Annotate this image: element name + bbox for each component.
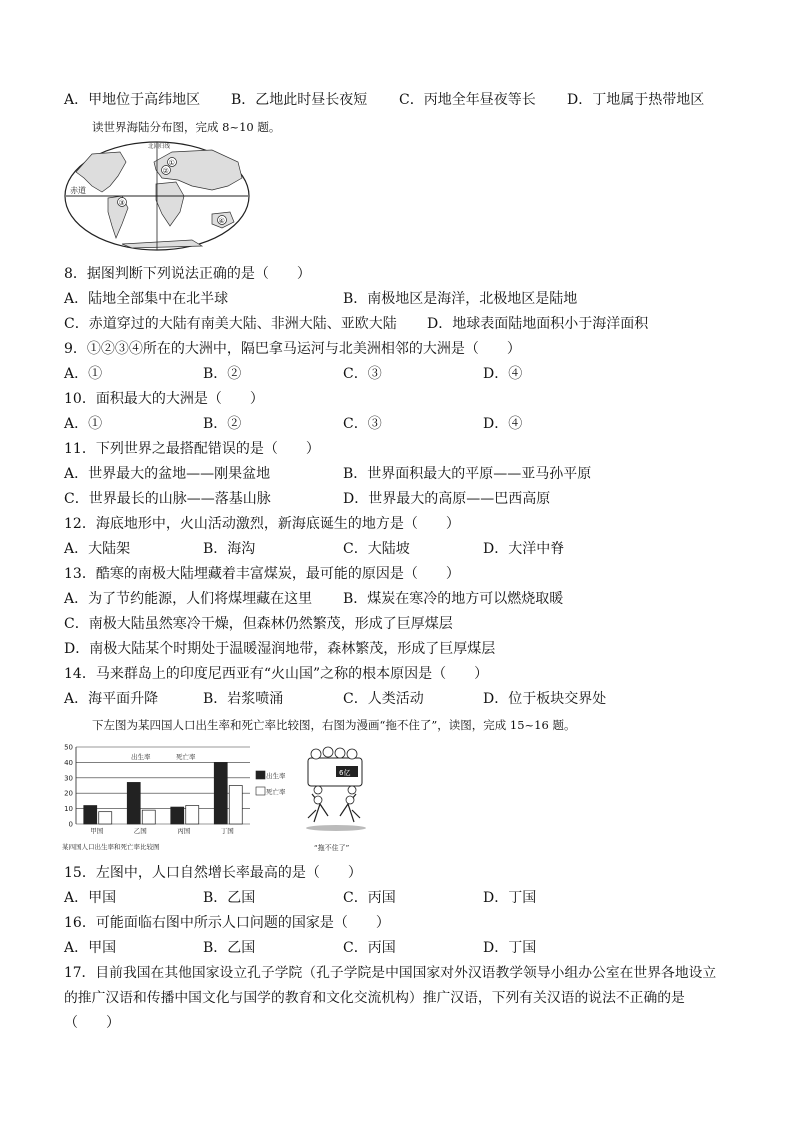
chart-header-birth: 出生率 (131, 753, 151, 761)
q9-option-a: A．① (64, 366, 103, 382)
q17-stem-line2: 的推广汉语和传播中国文化与国学的教育和文化交流机构）推广汉语，下列有关汉语的说法不正确的是 (64, 990, 685, 1006)
q15-option-d: D．丁国 (483, 890, 537, 906)
bar-death-2 (142, 810, 155, 824)
bar-birth-1 (84, 806, 97, 824)
q7-option-c: C．丙地全年昼夜等长 (399, 92, 536, 108)
intro-15-16: 下左图为某四国人口出生率和死亡率比较图，右图为漫画“拖不住了”，读图，完成 15~16 题。 (92, 718, 576, 732)
cartoon-head-4 (347, 749, 357, 759)
cartoon-drag-cannot-hold (296, 742, 376, 854)
q13-stem: 13．酷寒的南极大陆埋藏着丰富煤炭，最可能的原因是（ ） (64, 566, 460, 582)
y-tick-label: 40 (64, 758, 73, 767)
q16-stem: 16．可能面临右图中所示人口问题的国家是（ ） (64, 915, 390, 931)
q15-stem: 15．左图中，人口自然增长率最高的是（ ） (64, 865, 362, 881)
q12-option-c: C．大陆坡 (343, 541, 410, 557)
q9-option-d: D．④ (483, 366, 523, 382)
x-category-label: 丁国 (220, 827, 234, 835)
y-tick-label: 0 (68, 820, 73, 829)
q8-option-a: A．陆地全部集中在北半球 (64, 291, 229, 307)
y-tick-label: 10 (64, 805, 73, 814)
q13-option-b: B．煤炭在寒冷的地方可以燃烧取暖 (343, 591, 564, 607)
q7-option-a: A．甲地位于高纬地区 (64, 92, 201, 108)
legend-death-swatch (256, 787, 265, 795)
q11-option-d: D．世界最大的高原——巴西高原 (343, 491, 551, 507)
q17-stem-line3: （ ） (64, 1015, 120, 1031)
q10-option-c: C．③ (343, 416, 382, 432)
bar-death-4 (229, 786, 242, 825)
q16-option-a: A．甲国 (64, 940, 117, 956)
q16-option-b: B．乙国 (203, 940, 256, 956)
bar-death-1 (99, 812, 112, 824)
population-bar-chart (58, 740, 286, 852)
bar-birth-3 (171, 807, 184, 824)
q9-option-c: C．③ (343, 366, 382, 382)
y-tick-label: 20 (64, 789, 73, 798)
q11-option-c: C．世界最长的山脉——落基山脉 (64, 491, 271, 507)
cartoon-sign-text: 6亿 (339, 769, 351, 777)
q12-option-b: B．海沟 (203, 541, 256, 557)
x-category-label: 丙国 (177, 827, 191, 835)
latitude-label: 北回归线 (148, 144, 171, 150)
q8-stem: 8．据图判断下列说法正确的是（ ） (64, 266, 311, 282)
legend-birth-label: 出生率 (266, 772, 286, 780)
legend-birth-swatch (256, 771, 265, 779)
marker-2: ② (162, 167, 169, 175)
q7-option-d: D．丁地属于热带地区 (567, 92, 705, 108)
intro-8-10: 读世界海陆分布图，完成 8~10 题。 (92, 120, 281, 134)
q11-stem: 11．下列世界之最搭配错误的是（ ） (64, 441, 320, 457)
q13-option-c: C．南极大陆虽然寒冷干燥，但森林仍然繁茂，形成了巨厚煤层 (64, 616, 453, 632)
cartoon-wheel-left (314, 786, 322, 794)
q8-option-d: D．地球表面陆地面积小于海洋面积 (427, 316, 649, 332)
y-tick-label: 50 (64, 743, 73, 752)
marker-3: ③ (118, 199, 125, 207)
q12-option-a: A．大陆架 (64, 541, 131, 557)
marker-1: ① (168, 159, 175, 167)
bar-birth-4 (214, 762, 227, 824)
q14-option-c: C．人类活动 (343, 691, 424, 707)
q17-stem-line1: 17．目前我国在其他国家设立孔子学院（孔子学院是中国国家对外汉语教学领导小组办公室在世界各地设立 (64, 965, 717, 981)
q16-option-c: C．丙国 (343, 940, 396, 956)
q12-stem: 12．海底地形中，火山活动激烈，新海底诞生的地方是（ ） (64, 516, 460, 532)
cartoon-head-2 (323, 747, 333, 757)
marker-4: ④ (218, 217, 225, 225)
q10-option-d: D．④ (483, 416, 523, 432)
legend-death-label: 死亡率 (266, 788, 286, 796)
q14-option-d: D．位于板块交界处 (483, 691, 607, 707)
cartoon-wheel-right (348, 786, 356, 794)
cartoon-head-1 (311, 749, 321, 759)
q14-stem: 14．马来群岛上的印度尼西亚有“火山国”之称的根本原因是（ ） (64, 666, 489, 682)
q11-option-a: A．世界最大的盆地——刚果盆地 (64, 466, 271, 482)
q14-option-a: A．海平面升降 (64, 691, 159, 707)
chart-title: 某四国人口出生率和死亡率比较图 (62, 843, 160, 851)
bar-birth-2 (127, 782, 140, 824)
q9-stem: 9．①②③④所在的大洲中，隔巴拿马运河与北美洲相邻的大洲是（ ） (64, 341, 521, 357)
world-map (62, 140, 252, 252)
cartoon-caption: “拖不住了” (314, 844, 350, 852)
q15-option-a: A．甲国 (64, 890, 117, 906)
q16-option-d: D．丁国 (483, 940, 537, 956)
q13-option-d: D．南极大陆某个时期处于温暖湿润地带，森林繁茂，形成了巨厚煤层 (64, 641, 496, 657)
x-category-label: 甲国 (90, 827, 104, 835)
q11-option-b: B．世界面积最大的平原——亚马孙平原 (343, 466, 592, 482)
cartoon-head-3 (335, 748, 345, 758)
q10-stem: 10．面积最大的大洲是（ ） (64, 391, 264, 407)
q9-option-b: B．② (203, 366, 242, 382)
q8-option-b: B．南极地区是海洋，北极地区是陆地 (343, 291, 578, 307)
q15-option-c: C．丙国 (343, 890, 396, 906)
q8-option-c: C．赤道穿过的大陆有南美大陆、非洲大陆、亚欧大陆 (64, 316, 397, 332)
q10-option-b: B．② (203, 416, 242, 432)
q10-option-a: A．① (64, 416, 103, 432)
q15-option-b: B．乙国 (203, 890, 256, 906)
cartoon-ground (306, 825, 366, 831)
q12-option-d: D．大洋中脊 (483, 541, 565, 557)
q7-option-b: B．乙地此时昼长夜短 (231, 92, 368, 108)
equator-label: 赤道 (70, 186, 86, 195)
y-tick-label: 30 (64, 774, 73, 783)
q13-option-a: A．为了节约能源，人们将煤埋藏在这里 (64, 591, 313, 607)
bar-death-3 (186, 806, 199, 824)
q14-option-b: B．岩浆喷涌 (203, 691, 284, 707)
chart-header-death: 死亡率 (176, 753, 196, 761)
x-category-label: 乙国 (133, 827, 147, 835)
